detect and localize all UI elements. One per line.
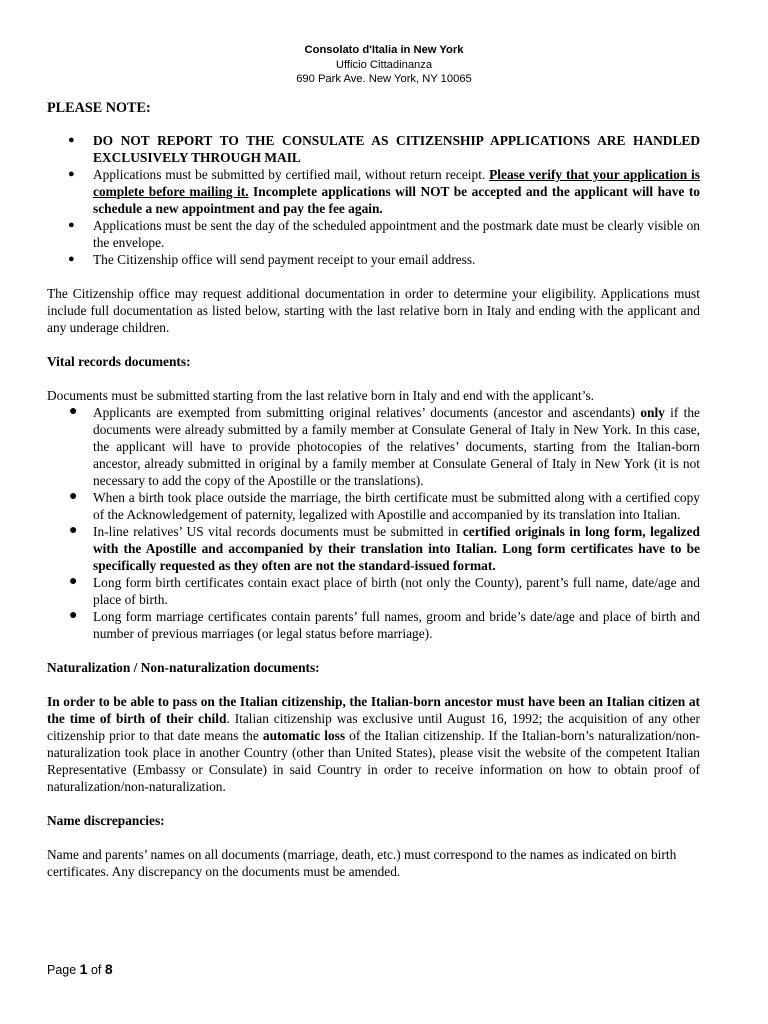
consulate-address: 690 Park Ave. New York, NY 10065 — [296, 73, 472, 85]
vital-records-lead: Documents must be submitted starting from the last relative born in Italy and end with the applicant’s. — [47, 388, 595, 403]
naturalization-paragraph: In order to be able to pass on the Italian citizenship, the Italian-born ancestor must have been an Italian citizen at the time of birth of their child. Italian citizenship was exclusive until August 16, 1992; the acquisition of any other citizenship prior to that date means the automatic loss of the Italian citizenship. If the Italian-born’s naturalization/non-naturalization took place in another Country (other than United States), please visit the website of the competent Italian Representative (Embassy or Consulate) in said Country in order to receive information on how to obtain proof of naturalization/non-naturalization. — [47, 694, 700, 794]
list-item: ● Applicants are exempted from submitting original relatives’ documents (ancestor and ascendants) only if the documents were already submitted by a family member at Consulate General of Italy in New York. In this case, the applicant will have to provide photocopies of the relatives’ documents, starting from the Italian-born ancestor, already submitted in original by a family member at Consulate General of Italy in New York (it is not necessary to add the copy of the Apostille or the translations). — [69, 404, 700, 488]
bullet-icon: ● — [68, 168, 75, 180]
verify-notice: Please verify that your application is complete before mailing it. — [93, 167, 700, 199]
office-name: Ufficio Cittadinanza — [335, 58, 433, 71]
bullet-icon: ● — [69, 489, 78, 504]
please-note-list — [47, 132, 700, 268]
letterhead — [0, 43, 768, 87]
page-total: 8 — [104, 961, 113, 977]
document-body — [47, 100, 700, 880]
list-item: ● Long form marriage certificates contain parents’ full names, groom and bride’s date/age and place of birth and number of previous marriages (or legal status before marriage). — [69, 608, 700, 641]
list-item: ● Applications must be sent the day of the scheduled appointment and the postmark date must be clearly visible on the envelope. — [68, 218, 700, 250]
list-item: ● When a birth took place outside the marriage, the birth certificate must be submitted along with a certified copy of the Acknowledgement of paternity, legalized with Apostille and accompanied by its translation into Italian. — [69, 489, 700, 522]
bullet-icon: ● — [68, 253, 75, 265]
bullet-icon: ● — [69, 608, 78, 623]
bullet-icon: ● — [69, 404, 78, 419]
vital-records-heading: Vital records documents: — [47, 354, 191, 369]
list-item: ● The Citizenship office will send payment receipt to your email address. — [68, 252, 476, 267]
page-footer: Page 1 of 8 — [47, 961, 113, 977]
intro-paragraph: The Citizenship office may request additional documentation in order to determine your eligibility. Applications must include full documentation as listed below, starting with the last relative born in Italy and ending with the applicant and any underage children. — [47, 286, 700, 335]
bullet-icon: ● — [68, 134, 75, 146]
bullet-icon: ● — [69, 523, 78, 538]
bullet-icon: ● — [69, 574, 78, 589]
list-item: ● Applications must be submitted by certified mail, without return receipt. Please verify that your application is complete before mailing it. Incomplete applications will NOT be accepted and the applicant will have to schedule a new appointment and pay the fee again. — [68, 167, 700, 216]
please-note-heading: PLEASE NOTE: — [47, 100, 151, 116]
list-item: ● Long form birth certificates contain exact place of birth (not only the County), parent’s full name, date/age and place of birth. — [69, 574, 700, 607]
list-item: ● In-line relatives’ US vital records documents must be submitted in certified originals in long form, legalized with the Apostille and accompanied by their translation into Italian. Long form certificates have to be specifically requested as they often are not the standard-issued format. — [69, 523, 700, 573]
vital-records-list — [47, 404, 700, 642]
bullet-icon: ● — [68, 219, 75, 231]
page-number: 1 — [79, 961, 88, 977]
name-discrepancies-heading: Name discrepancies: — [47, 813, 165, 828]
naturalization-heading: Naturalization / Non-naturalization documents: — [47, 660, 320, 675]
name-discrepancies-paragraph: Name and parents’ names on all documents (marriage, death, etc.) must correspond to the names as indicated on birth certificates. Any discrepancy on the documents must be amended. — [47, 847, 677, 879]
list-item: ● DO NOT REPORT TO THE CONSULATE AS CITIZENSHIP APPLICATIONS ARE HANDLED EXCLUSIVELY THROUGH MAIL — [68, 133, 700, 165]
consulate-name: Consolato d'Italia in New York — [304, 44, 464, 56]
